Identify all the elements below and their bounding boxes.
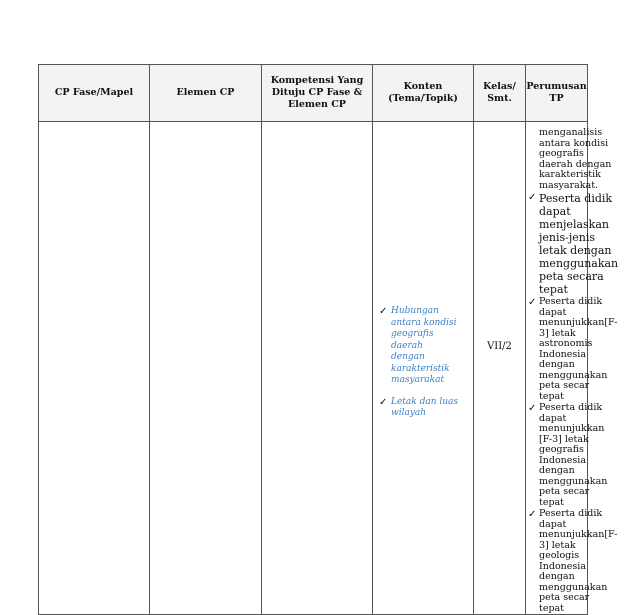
list-item (526, 296, 618, 402)
cell-kelas-smt (474, 122, 526, 615)
header-row (39, 65, 588, 122)
table-row (39, 122, 588, 615)
cell-konten (373, 122, 474, 615)
tp-item-text: Peserta didik dapat menunjukkan [F-3] letak geografis Indonesia dengan menggunakan peta secar tepat (539, 402, 608, 508)
header-elemen-cp: Elemen CP (150, 65, 262, 122)
list-item (526, 508, 618, 614)
tp-item-text: Peserta didik dapat menunjukkan[F-3] letak geologis Indonesia dengan menggunakan peta secar tepat (539, 508, 618, 614)
list-item (526, 192, 619, 296)
konten-list (373, 306, 473, 420)
check-icon: ✓ (379, 396, 388, 408)
tp-lead-text: menganalisis antara kondisi geografis daerah dengan karakteristik masyarakat. (539, 127, 612, 191)
header-konten: Konten (Tema/Topik) (373, 65, 474, 122)
kelas-value: VII/2 (487, 340, 512, 352)
check-icon: ✓ (379, 306, 388, 318)
check-icon: ✓ (528, 403, 537, 414)
check-icon: ✓ (528, 509, 537, 520)
konten-item-text: Letak dan luas wilayah (391, 396, 459, 419)
list-item (379, 306, 473, 387)
header-cp-fase-mapel: CP Fase/Mapel (39, 65, 150, 122)
tp-table (38, 64, 619, 615)
tp-item-text: Peserta didik dapat menjelaskan jenis-jenis letak dengan menggunakan peta secara tepat (539, 192, 619, 296)
check-icon: ✓ (528, 192, 537, 203)
list-item (379, 397, 473, 420)
cell-kompetensi (262, 122, 373, 615)
check-icon: ✓ (528, 297, 537, 308)
cell-cp-fase-mapel (39, 122, 150, 615)
header-kompetensi: Kompetensi Yang Dituju CP Fase & Elemen CP (262, 65, 373, 122)
cell-elemen-cp (150, 122, 262, 615)
header-perumusan-tp: Perumusan TP (526, 65, 588, 122)
cell-perumusan-tp (526, 122, 619, 615)
list-item (526, 402, 608, 508)
tp-item-text: Peserta didik dapat menunjukkan[F-3] letak astronomis Indonesia dengan menggunakan peta secar tepat (539, 296, 618, 402)
header-kelas-smt: Kelas/ Smt. (474, 65, 526, 122)
konten-item-text: Hubungan antara kondisi geografis daerah dengan karakteristik masyarakat (391, 306, 457, 386)
